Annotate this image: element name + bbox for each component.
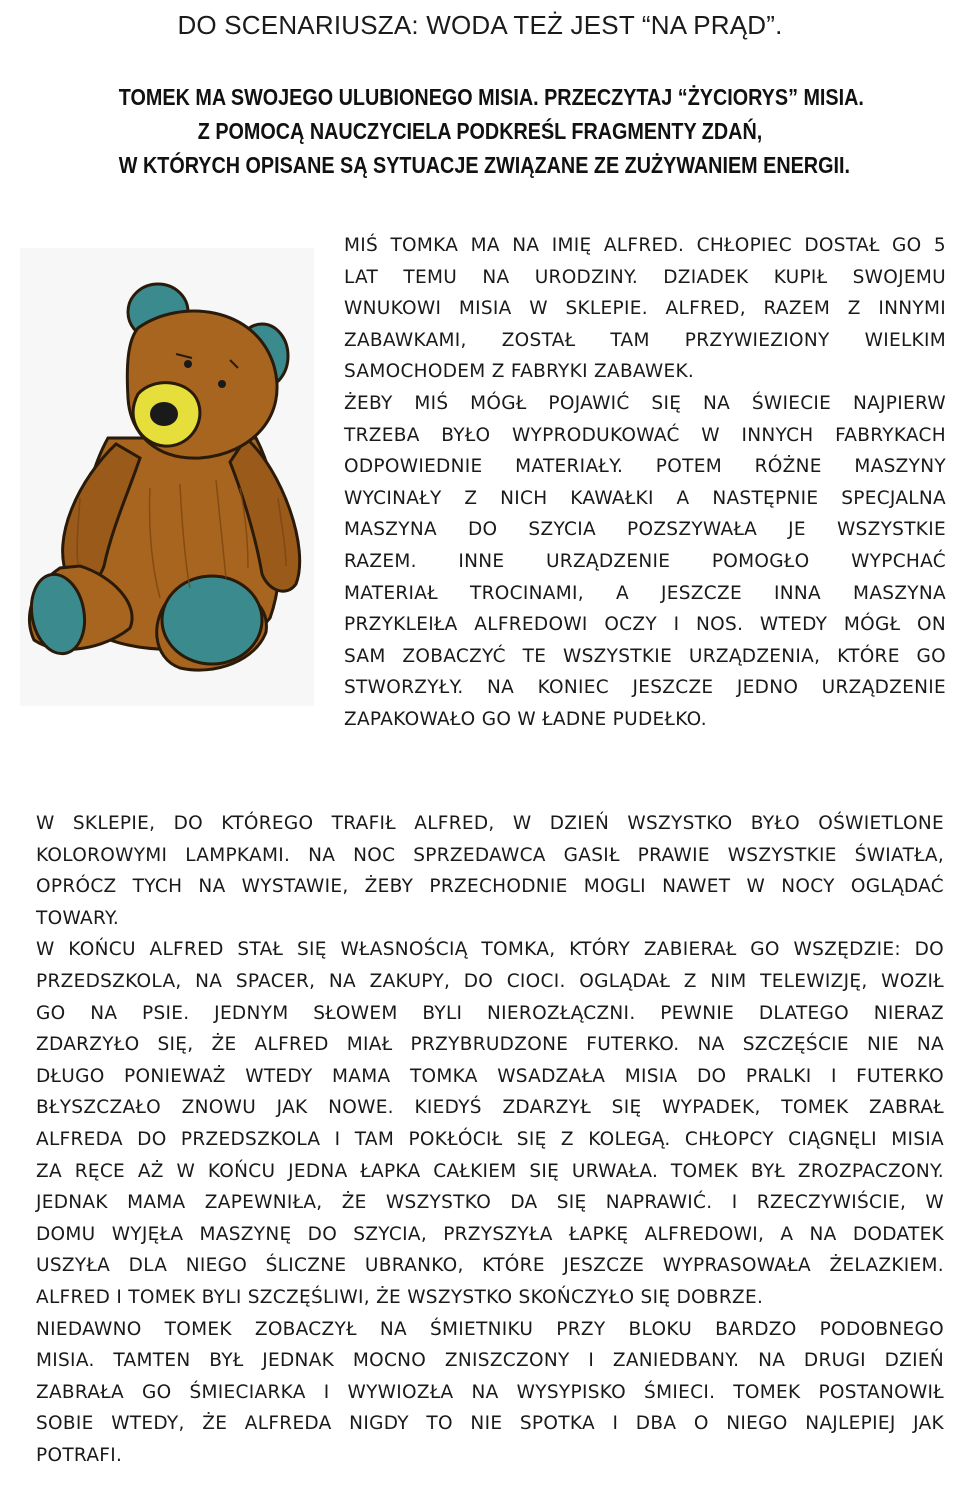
teddy-bear-icon [20, 248, 314, 706]
text-line: ZA RĘCE AŻ W KOŃCU JEDNA ŁAPKA CAŁKIEM SIĘ URWAŁA. TOMEK BYŁ ZROZPACZONY. [36, 1160, 944, 1182]
text-line: SAMOCHODEM Z FABRYKI ZABAWEK. [344, 361, 695, 383]
text-line: SOBIE WTEDY, ŻE ALFREDA NIGDY TO NIE SPOTKA I DBA O NIEGO NAJLEPIEJ JAK [36, 1413, 944, 1435]
instruction-line: Z POMOCĄ NAUCZYCIELA PODKREŚL FRAGMENTY ZDAŃ, [197, 118, 763, 144]
text-line: W KOŃCU ALFRED STAŁ SIĘ WŁASNOŚCIĄ TOMKA, KTÓRY ZABIERAŁ GO WSZĘDZIE: DO [36, 939, 944, 961]
text-line: POTRAFI. [36, 1444, 123, 1466]
text-line: DOMU WYJĘŁA MASZYNĘ DO SZYCIA, PRZYSZYŁA ŁAPKĘ ALFREDOWI, A NA DODATEK [36, 1223, 944, 1245]
text-line: MATERIAŁ TROCINAMI, A JESZCZE INNA MASZYNA [344, 582, 946, 604]
text-line: ODPOWIEDNIE MATERIAŁY. POTEM RÓŻNE MASZYNY [344, 456, 946, 478]
text-line: JEDNAK MAMA ZAPEWNIŁA, ŻE WSZYSTKO DA SIĘ NAPRAWIĆ. I RZECZYWIŚCIE, W [36, 1192, 944, 1214]
text-line: MASZYNA DO SZYCIA POZSZYWAŁA JE WSZYSTKIE [344, 519, 946, 541]
text-line: BŁYSZCZAŁO ZNOWU JAK NOWE. KIEDYŚ ZDARZYŁ SIĘ WYPADEK, TOMEK ZABRAŁ [36, 1097, 944, 1119]
text-line: GO NA PSIE. JEDNYM SŁOWEM BYLI NIEROZŁĄCZNI. PEWNIE DLATEGO NIERAZ [36, 1002, 944, 1024]
story-paragraph-top [344, 230, 946, 736]
teddy-bear-illustration [20, 248, 314, 706]
text-line: USZYŁA DLA NIEGO ŚLICZNE UBRANKO, KTÓRE JESZCZE WYPRASOWAŁA ŻELAZKIEM. [36, 1255, 944, 1277]
text-line: ALFREDA DO PRZEDSZKOLA I TAM POKŁÓCIŁ SIĘ Z KOLEGĄ. CHŁOPCY CIĄGNĘLI MISIA [36, 1128, 944, 1150]
text-line: PRZYKLEIŁA ALFREDOWI OCZY I NOS. WTEDY MÓGŁ ON [344, 614, 946, 636]
text-line: DŁUGO PONIEWAŻ WTEDY MAMA TOMKA WSADZAŁA MISIA DO PRALKI I FUTERKO [36, 1065, 944, 1087]
text-line: W SKLEPIE, DO KTÓREGO TRAFIŁ ALFRED, W DZIEŃ WSZYSTKO BYŁO OŚWIETLONE [36, 813, 944, 834]
text-line: WYCINAŁY Z NICH KAWAŁKI A NASTĘPNIE SPECJALNA [344, 487, 946, 509]
text-line: NIEDAWNO TOMEK ZOBACZYŁ NA ŚMIETNIKU PRZY BLOKU BARDZO PODOBNEGO [36, 1318, 944, 1340]
task-instructions [118, 80, 864, 182]
story-paragraph-bottom [36, 808, 944, 1471]
text-line: WNUKOWI MISIA W SKLEPIE. ALFRED, RAZEM Z INNYMI [344, 298, 946, 320]
text-line: SAM ZOBACZYĆ TE WSZYSTKIE URZĄDZENIA, KTÓRE GO [344, 645, 946, 667]
text-line: OPRÓCZ TYCH NA WYSTAWIE, ŻEBY PRZECHODNIE MOGLI NAWET W NOCY OGLĄDAĆ [36, 876, 944, 898]
text-line: ALFRED I TOMEK BYLI SZCZĘŚLIWI, ŻE WSZYSTKO SKOŃCZYŁO SIĘ DOBRZE. [36, 1286, 764, 1308]
text-line: ZAPAKOWAŁO GO W ŁADNE PUDEŁKO. [344, 708, 707, 730]
text-line: ŻEBY MIŚ MÓGŁ POJAWIĆ SIĘ NA ŚWIECIE NAJPIERW [344, 392, 946, 414]
page-title: DO SCENARIUSZA: WODA TEŻ JEST “NA PRĄD”. [177, 10, 783, 40]
text-line: LAT TEMU NA URODZINY. DZIADEK KUPIŁ SWOJEMU [344, 266, 946, 288]
text-line: ZABRAŁA GO ŚMIECIARKA I WYWIOZŁA NA WYSYPISKO ŚMIECI. TOMEK POSTANOWIŁ [36, 1381, 944, 1403]
instruction-line: TOMEK MA SWOJEGO ULUBIONEGO MISIA. PRZECZYTAJ “ŻYCIORYS” MISIA. [118, 84, 864, 110]
text-line: ZABAWKAMI, ZOSTAŁ TAM PRZYWIEZIONY WIELKIM [344, 329, 946, 351]
text-line: STWORZYŁY. NA KONIEC JESZCZE JEDNO URZĄDZENIE [344, 677, 946, 699]
text-line: PRZEDSZKOLA, NA SPACER, NA ZAKUPY, DO CIOCI. OGLĄDAŁ Z NIM TELEWIZJĘ, WOZIŁ [36, 970, 944, 992]
text-line: KOLOROWYMI LAMPKAMI. NA NOC SPRZEDAWCA GASIŁ PRAWIE WSZYSTKIE ŚWIATŁA, [36, 844, 944, 866]
instruction-line: W KTÓRYCH OPISANE SĄ SYTUACJE ZWIĄZANE ZE ZUŻYWANIEM ENERGII. [118, 152, 850, 178]
text-line: TOWARY. [36, 907, 120, 929]
text-line: TRZEBA BYŁO WYPRODUKOWAĆ W INNYCH FABRYKACH [344, 424, 946, 446]
text-line: ZDARZYŁO SIĘ, ŻE ALFRED MIAŁ PRZYBRUDZONE FUTERKO. NA SZCZĘŚCIE NIE NA [36, 1034, 944, 1056]
text-line: RAZEM. INNE URZĄDZENIE POMOGŁO WYPCHAĆ [344, 550, 946, 572]
text-line: MISIA. TAMTEN BYŁ JEDNAK MOCNO ZNISZCZONY I ZANIEDBANY. NA DRUGI DZIEŃ [36, 1350, 944, 1372]
text-line: MIŚ TOMKA MA NA IMIĘ ALFRED. CHŁOPIEC DOSTAŁ GO 5 [344, 235, 946, 256]
